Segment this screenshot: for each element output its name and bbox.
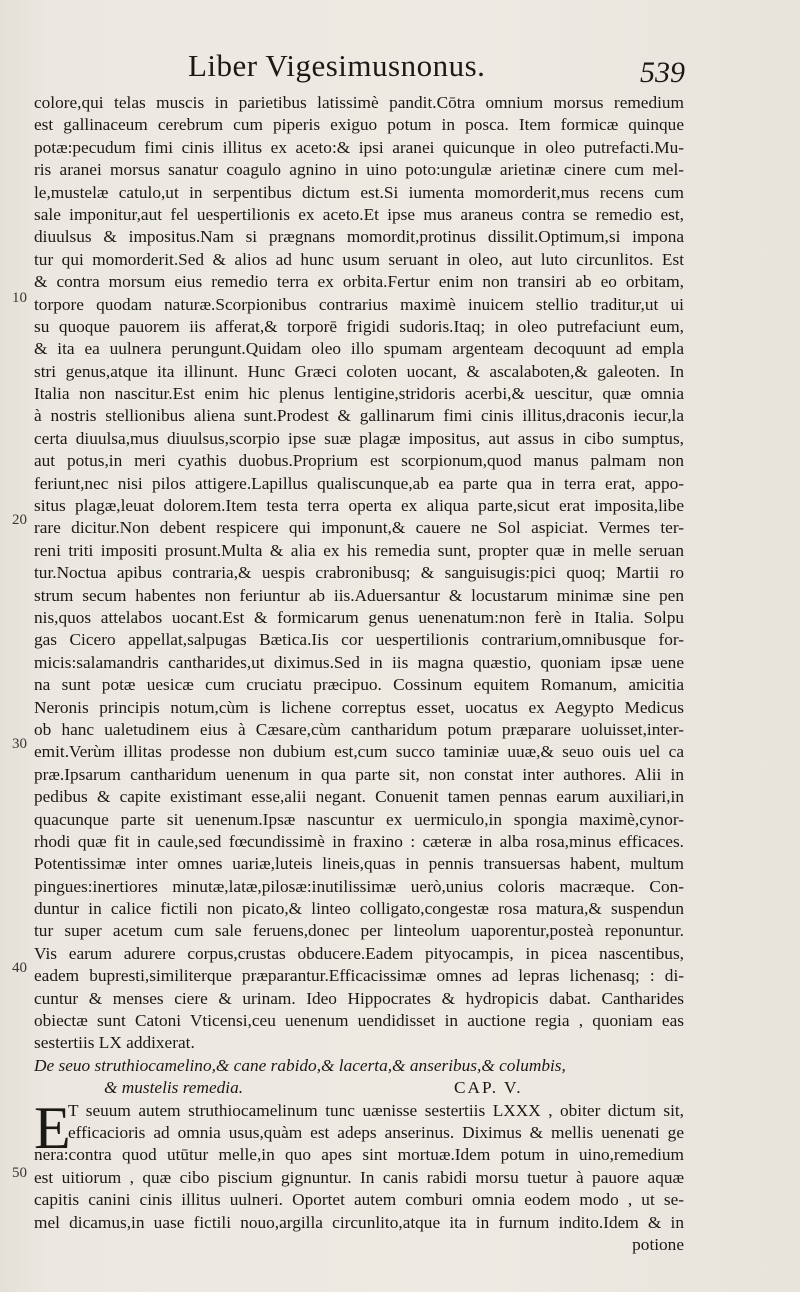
text-line: ris aranei morsus sanatur coagulo agnino in uino poto:ungulæ arietinæ cinere cum mel- <box>34 160 684 180</box>
text-line: Neronis principis notum,cùm is lichene correptus esset, uocatus ex Aegypto Medicus <box>34 697 684 717</box>
text-line: potæ:pecudum fimi cinis illitus ex aceto:& ipsi aranei quicunque in oleo putrefacti.Mu- <box>34 137 684 157</box>
text-line: le,mustelæ catulo,ut in serpentibus dictum est.Si iumenta momorderit,mus recens cum <box>34 182 684 202</box>
text-line: gas Cicero appellat,salpugas Bætica.Iis cor uespertilionis contrarium,omnibusque for- <box>34 630 684 650</box>
text-line: strum secum habentes non feriuntur ab iis.Aduersantur & locustarum minimæ sine pen <box>34 585 684 605</box>
text-line: cuntur & menses ciere & urinam. Ideo Hippocrates & hydropicis dabat. Cantharides <box>34 988 684 1008</box>
text-line: nis,quos attelabos uocant.Est & formicarum genus uenenatum:non ferè in Italia. Solpu <box>34 607 684 627</box>
text-line: eadem bupresti,similiterque præparantur.Efficacissimæ omnes ad lepras lichenasq; : di- <box>34 966 684 986</box>
chapter-text-line: nera:contra quod utūtur melle,in quo apes sint mortuæ.Idem potum in uino,remedium <box>34 1145 684 1165</box>
text-line: rare dicitur.Non debent respicere qui imponunt,& cauere ne Sol aspiciat. Vermes ter- <box>34 518 684 538</box>
main-text-column <box>34 92 684 1256</box>
text-line: sestertiis LX addixerat. <box>34 1033 195 1053</box>
text-line: sale imponitur,aut fel uespertilionis ex aceto.Et ipse mus araneus contra se remedio est, <box>34 204 684 224</box>
chapter-text-line: T seuum autem struthiocamelinum tunc uænisse sestertiis LXXX , obiter dictum sit, <box>68 1100 684 1120</box>
text-line: est gallinaceum cerebrum cum piperis exiguo potum in posca. Item formicæ quinque <box>34 115 684 135</box>
text-line: præ.Ipsarum cantharidum uenenum in qua parte sit, non constat inter authores. Alii in <box>34 764 684 784</box>
text-line: tur.Noctua apibus contraria,& uespis crabronibusq; & sanguisugis:pici quoq; Martii ro <box>34 563 684 583</box>
page-header <box>0 42 800 92</box>
text-line: diuulsus & impositus.Nam si prægnans momordit,protinus dissilit.Optimum,si impona <box>34 227 684 247</box>
text-line: Potentissimæ inter omnes uariæ,luteis lineis,quas in pennis transuersas habent, multum <box>34 854 684 874</box>
text-line: aut potus,in meri cyathis duobus.Proprium est scorpionum,quod manus palmam non <box>34 451 684 471</box>
text-line: & ita ea uulnera perungunt.Quidam oleo illo spumam argenteam decoquunt ad empla <box>34 339 684 359</box>
text-line: colore,qui telas muscis in parietibus latissimè pandit.Cōtra omnium morsus remedium <box>34 93 684 112</box>
page-number: 539 <box>640 56 685 89</box>
line-number-40: 40 <box>12 960 27 976</box>
text-line: emit.Verùm illitas prodesse non dubium est,cum succo taminiæ uuæ,& seuo ouis uel ca <box>34 742 684 762</box>
running-title: Liber Vigesimusnonus. <box>188 48 486 83</box>
text-line: certa diuulsa,mus diuulsus,scorpio ipse suæ plagæ impositus, aut assus in cibo sumptus, <box>34 428 684 448</box>
text-line: situs plagæ,leuat dolorem.Item testa terra operta ex aliqua parte,sicut erat imposita,libe <box>34 496 684 516</box>
text-line: Italia non nascitur.Est enim hic plenus lentigine,stridoris acerbi,& uescitur, quæ omnia <box>34 384 684 404</box>
text-line: na sunt potæ uesicæ cum cruciatu præcipuo. Cossinum equitem Romanum, amicitia <box>34 675 684 695</box>
text-line: micis:salamandris cantharides,ut diximus.Sed in iis magna quæstio, quoniam ipsæ uene <box>34 652 684 672</box>
text-line: stri genus,atque ita illinunt. Hunc Græci coloten uocant, & ascalaboten,& galeoten. In <box>34 361 684 381</box>
text-line: Vis earum adurere corpus,crustas obducere.Eadem pityocampis, in picea nascentibus, <box>34 943 684 963</box>
chapter-text-line: capitis canini cinis illitus uulneri. Oportet autem comburi omnia eodem modo , ut se- <box>34 1190 684 1210</box>
line-number-30: 30 <box>12 736 27 752</box>
chapter-label: CAP. V. <box>454 1078 523 1098</box>
text-line: pedibus & capite existimant esse,alii negant. Conuenit tamen pennas earum auxiliari,in <box>34 787 684 807</box>
body-text <box>34 92 684 1055</box>
chapter-caption-line-2 <box>34 1077 684 1099</box>
text-line: feriunt,nec nisi pilos attigere.Lapillus qualiscunque,ab ea parte qua in terra erat, appo- <box>34 473 684 493</box>
text-line: su quoque pauorem iis afferat,& torporē frigidi sudoris.Itaq; in oleo putrefaciunt eum, <box>34 316 684 336</box>
line-number-10: 10 <box>12 290 27 306</box>
line-number-20: 20 <box>12 512 27 528</box>
chapter-caption-text: & mustelis remedia. <box>104 1078 244 1098</box>
text-line: pingues:inertiores minutæ,latæ,pilosæ:inutilissimæ uerò,unius coloris macræque. Con- <box>34 876 684 896</box>
chapter-text <box>34 1094 684 1257</box>
text-line: quacunque parte sit uenenum.Ipsæ nascuntur ex uermiculo,in spongia maximè,cynor- <box>34 809 684 829</box>
text-line: reni triti impositi prosunt.Multa & alia ex his remedia sunt, propter quæ in melle seruan <box>34 540 684 560</box>
text-line: & contra morsum eius remedio terra ex orbita.Fertur enim non transiri ab eo orbitam, <box>34 272 684 292</box>
drop-capital: E <box>34 1094 71 1161</box>
text-line: tur super acetum cum sale feruens,donec per linteolum uaporentur,posteà reponuntur. <box>34 921 684 941</box>
chapter-text-line: est uitiorum , quæ cibo piscium gignuntur. In canis rabidi morsu tuetur à pauore aquæ <box>34 1167 684 1187</box>
chapter-caption-line-1: De seuo struthiocamelino,& cane rabido,& lacerta,& anseribus,& columbis, <box>34 1055 566 1075</box>
chapter-text-line: efficacioris ad omnia usus,quàm est adeps anserinus. Diximus & mellis uenenati ge <box>68 1122 684 1142</box>
chapter-text-line: mel dicamus,in uase fictili nouo,argilla circunlito,atque ita in furnum indito.Idem & in <box>34 1212 684 1232</box>
line-number-50: 50 <box>12 1165 27 1181</box>
text-line: rhodi quæ fit in caule,sed fœcundissimè in fraxino : cæteræ in alba rosa,minus efficaces. <box>34 831 684 851</box>
text-line: ob hanc ualetudinem eius à Cæsare,cùm cantharidum potum præparare uoluisset,inter- <box>34 719 684 739</box>
text-line: à nostris stellionibus aliena sunt.Prodest & gallinarum fimi cinis illitus,draconis iecur,la <box>34 406 684 426</box>
chapter-text-line: potione <box>632 1234 684 1254</box>
text-line: tur qui momorderit.Sed & alios ad hunc usum seruant in oleo, aut luto circunlitos. Est <box>34 249 684 269</box>
text-line: obiectæ sunt Catoni Vticensi,ceu uenenum uendidisset in auctione regia , quoniam eas <box>34 1011 684 1031</box>
text-line: torpore quodam naturæ.Scorpionibus contrarius maximè inuicem stellio traditur,ut ui <box>34 294 684 314</box>
text-line: duntur in calice fictili non picato,& linteo colligato,congestæ rosa matura,& suspendun <box>34 899 684 919</box>
